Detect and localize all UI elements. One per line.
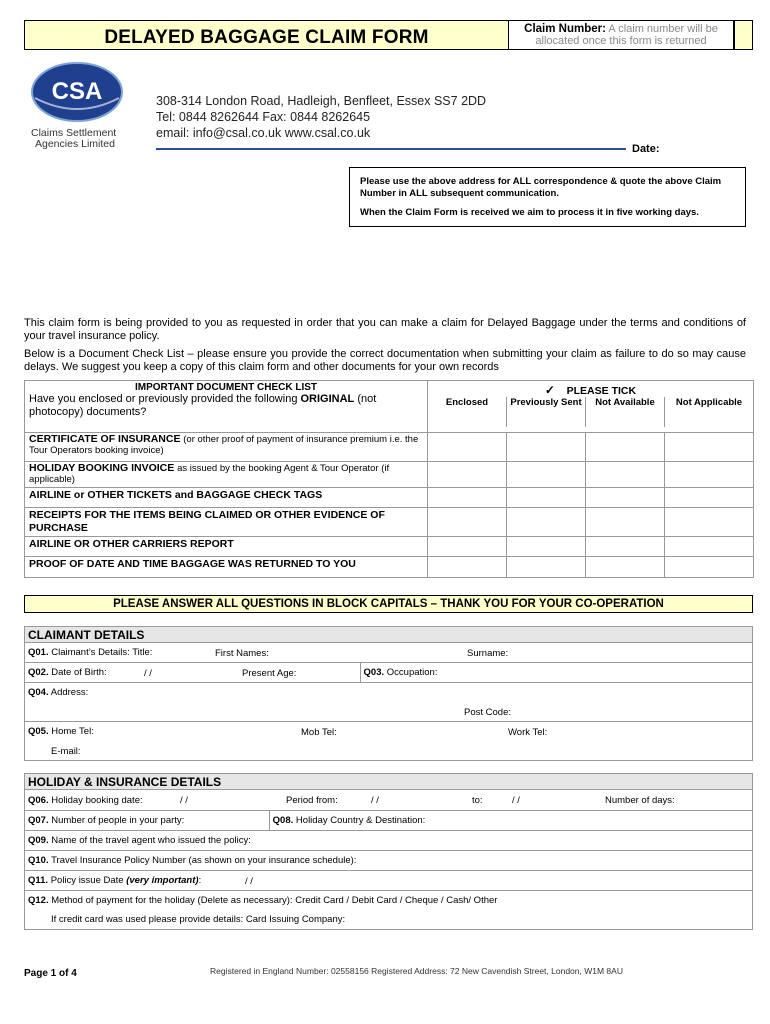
q11-row[interactable] [25, 871, 753, 891]
q09-row[interactable] [25, 831, 753, 851]
tick-box[interactable] [506, 508, 585, 537]
q03-row[interactable] [360, 663, 752, 683]
q12-text: Method of payment for the holiday (Delete as necessary): Credit Card / Debit Card / Cheque / Cash/ Other [51, 895, 498, 906]
q01-row[interactable] [25, 643, 753, 663]
row2-bold: HOLIDAY BOOKING INVOICE [29, 462, 175, 474]
claim-number-box [509, 20, 734, 50]
notice-line1: Please use the above address for ALL correspondence & quote the above Claim Number in ALL subsequent communication. [360, 176, 722, 199]
notice-line2: When the Claim Form is received we aim to process it in five working days. [360, 207, 699, 218]
q10-row[interactable] [25, 851, 753, 871]
tick-box[interactable] [428, 433, 507, 462]
credit-card-label: If credit card was used please provide details: Card Issuing Company: [51, 914, 346, 925]
row1-bold: CERTIFICATE OF INSURANCE [29, 433, 181, 445]
registered-address: Registered in England Number: 02558156 Registered Address: 72 New Cavendish Street, London, W1M 8AU [210, 966, 623, 976]
to-slashes: / / [512, 795, 520, 806]
tick-icon: ✓ [544, 383, 555, 397]
q04-label: Q04. [28, 687, 49, 698]
tick-box[interactable] [664, 433, 753, 462]
tick-box[interactable] [585, 508, 664, 537]
checklist-row [25, 508, 754, 537]
tick-box[interactable] [664, 537, 753, 557]
credit-card-row[interactable] [25, 910, 753, 930]
policy-date-slashes: / / [245, 876, 253, 887]
col-not-applicable: Not Applicable [664, 397, 753, 427]
q06-text: Holiday booking date: [51, 794, 143, 806]
tick-box[interactable] [428, 462, 507, 488]
booking-date-slashes: / / [180, 795, 188, 806]
claim-number-label: Claim Number: [524, 23, 606, 35]
holiday-heading: HOLIDAY & INSURANCE DETAILS [25, 774, 753, 790]
checklist-question-post: (not photocopy) documents? [29, 393, 377, 418]
q08-row[interactable] [269, 811, 752, 831]
tick-box[interactable] [664, 508, 753, 537]
surname-label: Surname: [467, 648, 509, 659]
q12-row[interactable] [25, 891, 753, 911]
checklist-title: IMPORTANT DOCUMENT CHECK LIST [134, 382, 318, 393]
address-line2: Tel: 0844 8262644 Fax: 0844 8262645 [156, 110, 371, 124]
first-names-label: First Names: [215, 648, 269, 659]
tick-box[interactable] [585, 462, 664, 488]
tick-box[interactable] [428, 537, 507, 557]
form-title-box [24, 20, 509, 50]
q08-text: Holiday Country & Destination: [295, 815, 426, 826]
address-line3[interactable]: email: info@csal.co.uk www.csal.co.uk [156, 126, 371, 140]
q11-colon: : [198, 875, 202, 886]
tick-box[interactable] [506, 537, 585, 557]
row4-text: RECEIPTS FOR THE ITEMS BEING CLAIMED OR OTHER EVIDENCE OF PURCHASE [29, 509, 385, 534]
period-from-slashes: / / [371, 795, 379, 806]
q02-row[interactable] [25, 663, 361, 683]
checklist-question-bold: ORIGINAL [300, 393, 355, 405]
col-not-available: Not Available [585, 397, 664, 427]
checklist-row [25, 557, 754, 578]
logo-line2: Agencies Limited [35, 138, 115, 150]
q11-very-important: (very important) [126, 875, 199, 886]
q07-row[interactable] [25, 811, 270, 831]
q06-row[interactable] [25, 790, 753, 811]
q11-text: Policy issue Date [50, 875, 124, 886]
intro-paragraph-1: This claim form is being provided to you as requested in order that you can make a claim for Delayed Baggage under the terms and conditions of your travel insurance policy. [24, 317, 746, 342]
q05-text: Home Tel: [51, 726, 94, 737]
claim-number-field[interactable] [734, 20, 753, 50]
q06-label: Q06. [28, 794, 49, 806]
tick-box[interactable] [664, 462, 753, 488]
q07-text: Number of people in your party: [51, 815, 185, 826]
checklist-row [25, 488, 754, 508]
tick-box[interactable] [664, 557, 753, 578]
checklist-row [25, 537, 754, 557]
checklist-row [25, 433, 754, 462]
date-divider [156, 148, 626, 150]
tick-box[interactable] [428, 508, 507, 537]
q12-label: Q12. [28, 895, 49, 906]
tick-header [428, 381, 754, 433]
tick-box[interactable] [585, 433, 664, 462]
postcode-row[interactable] [25, 702, 753, 722]
tick-box[interactable] [506, 557, 585, 578]
q03-text: Occupation: [386, 667, 438, 678]
mob-tel-label: Mob Tel: [301, 727, 337, 738]
q08-label: Q08. [272, 815, 294, 826]
claim-number-note2: allocated once this form is returned [535, 35, 707, 47]
q03-label: Q03. [363, 667, 385, 678]
period-from-label: Period from: [286, 795, 338, 806]
block-capitals-banner: PLEASE ANSWER ALL QUESTIONS IN BLOCK CAPITALS – THANK YOU FOR YOUR CO-OPERATION [24, 595, 753, 613]
tick-box[interactable] [585, 557, 664, 578]
q04-text: Address: [50, 687, 89, 698]
checklist-question-pre: Have you enclosed or previously provided the following [29, 393, 298, 405]
q02-label: Q02. [28, 667, 49, 678]
intro-paragraph-2: Below is a Document Check List – please ensure you provide the correct documentation when submitting your claim as failure to do so may cause delays. We suggest you keep a copy of this claim form and other documents for your own records [24, 348, 746, 373]
logo-mark: CSA [51, 78, 103, 105]
tick-box[interactable] [585, 488, 664, 508]
row2-rest: as issued by the booking Agent & Tour Operator (if applicable) [29, 463, 390, 485]
q05-label: Q05. [28, 726, 49, 737]
to-label: to: [472, 795, 483, 806]
checklist-header [25, 381, 428, 433]
tick-label: PLEASE TICK [566, 385, 637, 397]
post-code-label: Post Code: [464, 707, 511, 718]
claimant-heading: CLAIMANT DETAILS [25, 627, 753, 643]
q01-label: Q01. [28, 647, 49, 658]
row3-text: AIRLINE or OTHER TICKETS and BAGGAGE CHECK TAGS [29, 489, 323, 501]
claimant-details-table [24, 626, 753, 761]
logo-line1: Claims Settlement [31, 127, 117, 139]
tick-box[interactable] [506, 433, 585, 462]
holiday-details-table [24, 773, 753, 930]
tick-box[interactable] [428, 488, 507, 508]
q10-label: Q10. [28, 855, 49, 866]
form-title: DELAYED BAGGAGE CLAIM FORM [104, 27, 429, 48]
email-row[interactable] [25, 741, 753, 761]
present-age-label: Present Age: [242, 668, 297, 679]
tick-box[interactable] [664, 488, 753, 508]
date-label: Date: [632, 143, 660, 155]
notice-box [349, 167, 746, 227]
number-of-days-label: Number of days: [605, 795, 675, 806]
tick-box[interactable] [506, 462, 585, 488]
work-tel-label: Work Tel: [508, 727, 548, 738]
q05-row[interactable] [25, 722, 753, 742]
q10-text: Travel Insurance Policy Number (as shown on your insurance schedule): [51, 855, 357, 866]
col-previously-sent: Previously Sent [506, 397, 585, 427]
col-enclosed: Enclosed [445, 397, 489, 408]
q09-label: Q09. [28, 835, 49, 846]
csa-logo [31, 62, 126, 122]
tick-box[interactable] [506, 488, 585, 508]
dob-slashes: / / [144, 668, 152, 679]
checklist-row [25, 462, 754, 488]
q01-text: Claimant’s Details: Title: [51, 647, 153, 658]
tick-box[interactable] [428, 557, 507, 578]
tick-box[interactable] [585, 537, 664, 557]
q09-text: Name of the travel agent who issued the policy: [51, 835, 251, 846]
q02-text: Date of Birth: [51, 667, 107, 678]
email-label: E-mail: [51, 746, 81, 757]
page-number: Page 1 of 4 [24, 968, 77, 979]
address-line1: 308-314 London Road, Hadleigh, Benfleet, Essex SS7 2DD [156, 94, 487, 108]
logo-company-name [31, 128, 116, 150]
q04-row[interactable] [25, 683, 753, 703]
claim-number-note1: A claim number will be [608, 23, 718, 35]
row1-rest: (or other proof of payment of insurance premium i.e. the Tour Operators booking invoice) [29, 434, 419, 456]
document-checklist [24, 380, 754, 578]
q07-label: Q07. [28, 815, 49, 826]
row5-text: AIRLINE OR OTHER CARRIERS REPORT [29, 538, 234, 550]
row6-text: PROOF OF DATE AND TIME BAGGAGE WAS RETURNED TO YOU [29, 558, 356, 570]
q11-label: Q11. [28, 875, 49, 886]
